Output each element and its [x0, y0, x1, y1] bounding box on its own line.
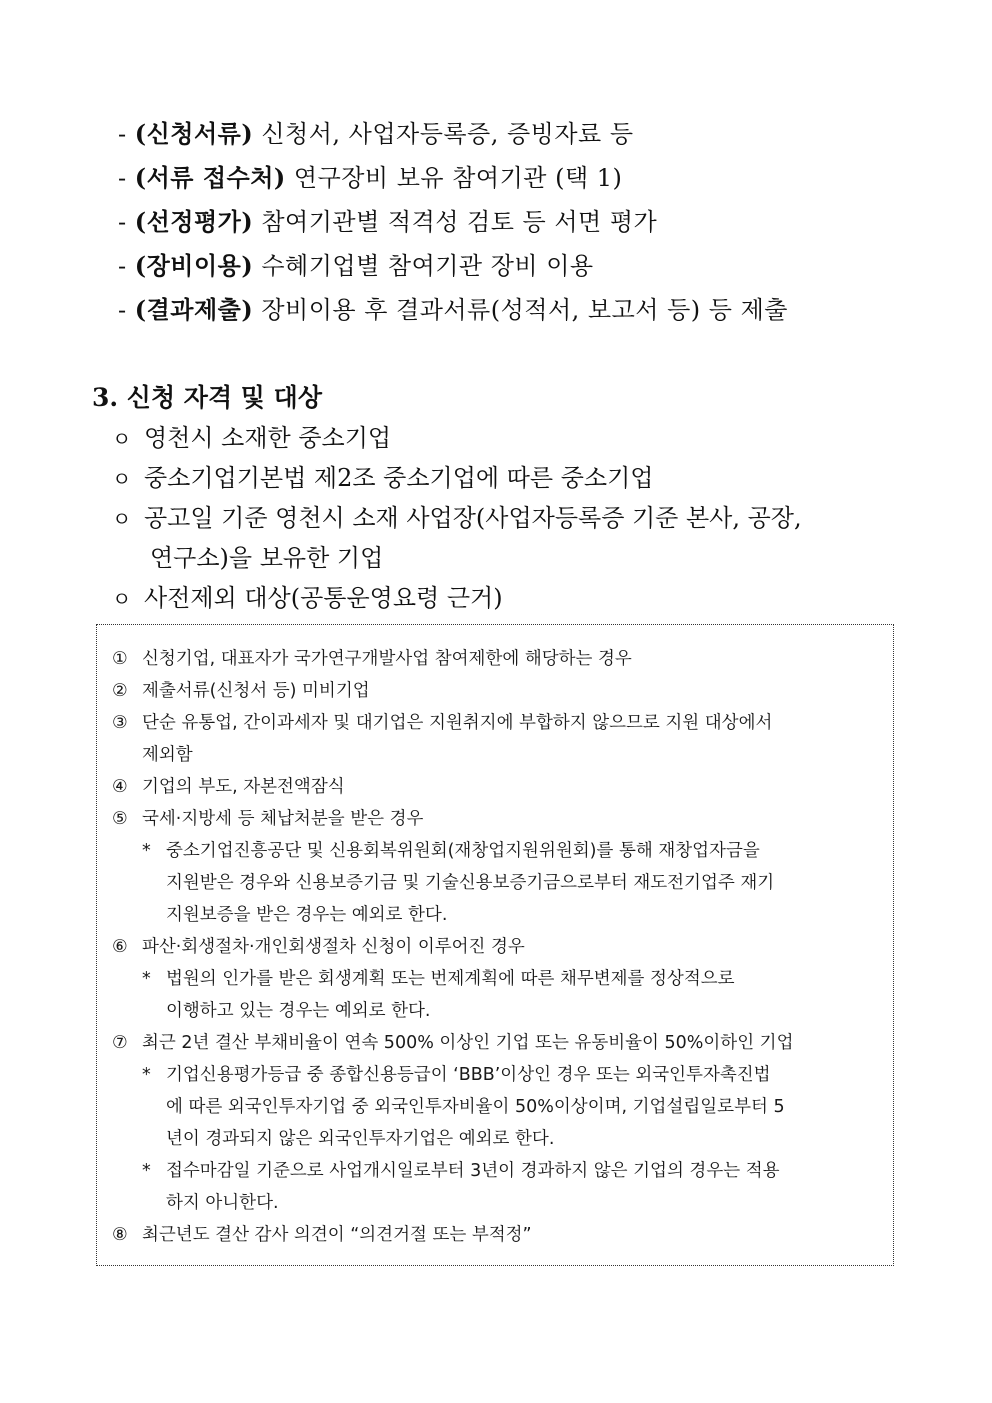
- step-label: (신청서류): [134, 119, 254, 148]
- exclusion-note-continuation: 년이 경과되지 않은 외국인투자기업은 예외로 한다.: [166, 1129, 555, 1149]
- exclusion-note-continuation: 에 따른 외국인투자기업 중 외국인투자비율이 50%이상이며, 기업설립일로부터 5: [166, 1097, 785, 1117]
- eligibility-bullet: ㅇ 사전제외 대상(공통운영요령 근거): [112, 584, 503, 612]
- process-step-application-documents: - (신청서류) 신청서, 사업자등록증, 증빙자료 등: [118, 119, 634, 148]
- step-label: (장비이용): [134, 251, 254, 280]
- exclusion-item: ① 신청기업, 대표자가 국가연구개발사업 참여제한에 해당하는 경우: [112, 649, 632, 669]
- step-label: (서류 접수처): [134, 163, 286, 192]
- bullet-marker: ㅇ: [112, 507, 132, 531]
- eligibility-bullet: ㅇ 영천시 소재한 중소기업: [112, 424, 392, 452]
- exclusion-item-continuation: 제외함: [142, 745, 193, 765]
- exclusion-item: ⑧ 최근년도 결산 감사 의견이 “의견거절 또는 부적정”: [112, 1225, 532, 1245]
- exclusion-item: ⑤ 국세·지방세 등 체납처분을 받은 경우: [112, 809, 424, 829]
- eligibility-bullet: ㅇ 공고일 기준 영천시 소재 사업장(사업자등록증 기준 본사, 공장,: [112, 504, 802, 532]
- eligibility-bullet: ㅇ 중소기업기본법 제2조 중소기업에 따른 중소기업: [112, 464, 654, 492]
- section-title: 3. 신청 자격 및 대상: [92, 383, 322, 412]
- step-label: (결과제출): [134, 295, 254, 324]
- step-text: 장비이용 후 결과서류(성적서, 보고서 등) 등 제출: [253, 296, 788, 324]
- process-step-evaluation: - (선정평가) 참여기관별 적격성 검토 등 서면 평가: [118, 207, 658, 236]
- eligibility-bullet-continuation: 연구소)을 보유한 기업: [150, 544, 384, 572]
- exclusion-note-continuation: 지원보증을 받은 경우는 예외로 한다.: [166, 905, 448, 925]
- exclusion-note-continuation: 이행하고 있는 경우는 예외로 한다.: [166, 1001, 431, 1021]
- bullet-marker: ㅇ: [112, 467, 132, 491]
- bullet-marker: ㅇ: [112, 427, 132, 451]
- exclusion-item: ⑦ 최근 2년 결산 부채비율이 연속 500% 이상인 기업 또는 유동비율이 50%이하인 기업: [112, 1033, 794, 1053]
- exclusion-item: ② 제출서류(신청서 등) 미비기업: [112, 681, 370, 701]
- step-text: 참여기관별 적격성 검토 등 서면 평가: [253, 208, 658, 236]
- exclusion-item: ③ 단순 유통업, 간이과세자 및 대기업은 지원취지에 부합하지 않으므로 지원 대상에서: [112, 713, 773, 733]
- exclusion-item: ⑥ 파산·회생절차·개인회생절차 신청이 이루어진 경우: [112, 937, 525, 957]
- exclusion-item: ④ 기업의 부도, 자본전액잠식: [112, 777, 345, 797]
- process-step-submission-office: - (서류 접수처) 연구장비 보유 참여기관 (택 1): [118, 163, 623, 192]
- step-text: 수혜기업별 참여기관 장비 이용: [253, 252, 594, 280]
- exclusion-note: * 법원의 인가를 받은 회생계획 또는 번제계획에 따른 채무변제를 정상적으로: [142, 969, 735, 989]
- exclusion-note-continuation: 하지 아니한다.: [166, 1193, 279, 1213]
- step-text: 신청서, 사업자등록증, 증빙자료 등: [253, 120, 634, 148]
- exclusion-note: * 접수마감일 기준으로 사업개시일로부터 3년이 경과하지 않은 기업의 경우는 적용: [142, 1161, 780, 1181]
- exclusion-note: * 기업신용평가등급 중 종합신용등급이 ‘BBB’이상인 경우 또는 외국인투자촉진법: [142, 1065, 771, 1085]
- exclusion-note-continuation: 지원받은 경우와 신용보증기금 및 기술신용보증기금으로부터 재도전기업주 재기: [166, 873, 775, 893]
- bullet-marker: ㅇ: [112, 587, 132, 611]
- step-text: 연구장비 보유 참여기관 (택 1): [285, 164, 623, 192]
- process-step-result-submission: - (결과제출) 장비이용 후 결과서류(성적서, 보고서 등) 등 제출: [118, 295, 788, 324]
- step-label: (선정평가): [134, 207, 254, 236]
- process-step-equipment-use: - (장비이용) 수혜기업별 참여기관 장비 이용: [118, 251, 594, 280]
- exclusion-note: * 중소기업진흥공단 및 신용회복위원회(재창업지원위원회)를 통해 재창업자금을: [142, 841, 760, 861]
